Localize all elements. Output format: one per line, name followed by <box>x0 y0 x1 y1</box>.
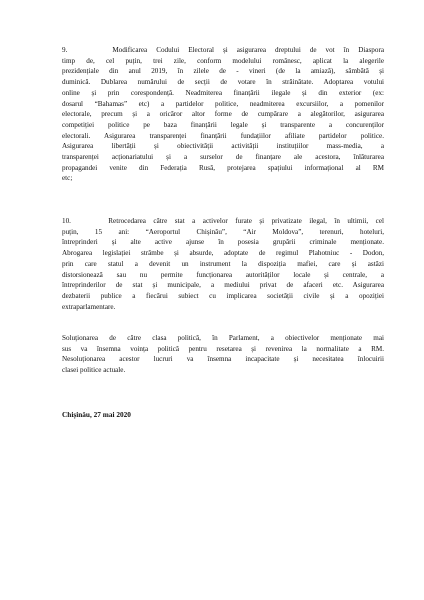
paragraph-line: întreprinderilor de stat și municipale, a mediului privat de afaceri etc. Asigurarea <box>62 281 384 290</box>
paragraph-line: timp de, cel puțin, trei zile, conform modelului românesc, aplicat la alegerile <box>62 56 384 65</box>
paragraph-line: sus va însemna voința politică pentru resetarea și revenirea la normalitate a RM. <box>62 344 384 353</box>
place-date-signature: Chișinău, 27 mai 2020 <box>62 410 131 419</box>
paragraph-line: duminică. Dublarea numărului de secții de votare în străinătate. Adoptarea votului <box>62 78 384 87</box>
paragraph-line: Nesoluționarea acestor lucruri va însemna incapacitate și necesitatea înlocuirii <box>62 355 384 364</box>
paragraph-line: prin care statul a devenit un instrument la dispoziția mafiei, care și astăzi <box>62 259 384 268</box>
paragraph-line: 10. Retrocedarea către stat a activelor furate și privatizate ilegal, în ultimii, cel <box>62 217 384 225</box>
paragraph-line: Abrogarea legislației strâmbe și absurde, adoptate de regimul Plahotniuc - Dodon, <box>62 249 384 258</box>
paragraph-line: etc; <box>62 174 73 183</box>
paragraph-line: Soluționarea de către clasa politică, în Parlament, a obiectivelor menționate mai <box>62 334 384 342</box>
paragraph-line: întreprinderi și alte active ajunse în posesia grupării criminale menționate. <box>62 238 384 247</box>
paragraph-line: transparenței acționariatului și a surselor de finanțare ale acestora, înlăturarea <box>62 153 384 162</box>
paragraph-line: 9. Modificarea Codului Electoral și asigurarea dreptului de vot în Diaspora <box>62 46 384 54</box>
paragraph-line: puțin, 15 ani: “Aeroportul Chișinău”, “Air Moldova”, terenuri, hoteluri, <box>62 227 384 236</box>
paragraph-line: electorale, precum și a oricăror altor forme de cumpărare a alegătorilor, asigurarea <box>62 110 384 119</box>
paragraph-line: extraparlamentare. <box>62 302 116 311</box>
paragraph-line: prezidențiale din anul 2019, în zilele de - vineri (de la amiază), sâmbătă și <box>62 67 384 76</box>
paragraph-line: clasei politice actuale. <box>62 366 126 375</box>
paragraph-9 <box>62 45 384 184</box>
paragraph-line: distorsionează sau nu permite funcționarea autorităților locale și centrale, a <box>62 270 384 279</box>
paragraph-line: dezbaterii publice a fiecărui subiect cu implicarea societății civile și a opoziției <box>62 291 384 300</box>
paragraph-10 <box>62 216 384 312</box>
paragraph-line: online și prin corespondență. Neadmiterea finanțării ilegale și din exterior (ex: <box>62 88 384 97</box>
conclusion-paragraph <box>62 333 384 376</box>
paragraph-line: propagandei venite din Federația Rusă, protejarea spațiului informațional al RM <box>62 163 384 172</box>
paragraph-line: electorali. Asigurarea transparenței finanțării fundațiilor afiliate partidelor politice. <box>62 131 384 140</box>
paragraph-line: dosarul “Bahamas” etc) a partidelor politice, neadmiterea excursiilor, a pomenilor <box>62 99 384 108</box>
paragraph-line: competiției politice pe baza finanțării legale și transparente a concurenților <box>62 120 384 129</box>
paragraph-line: Asigurarea libertății și obiectivității activității instituțiilor mass-media, a <box>62 142 384 151</box>
